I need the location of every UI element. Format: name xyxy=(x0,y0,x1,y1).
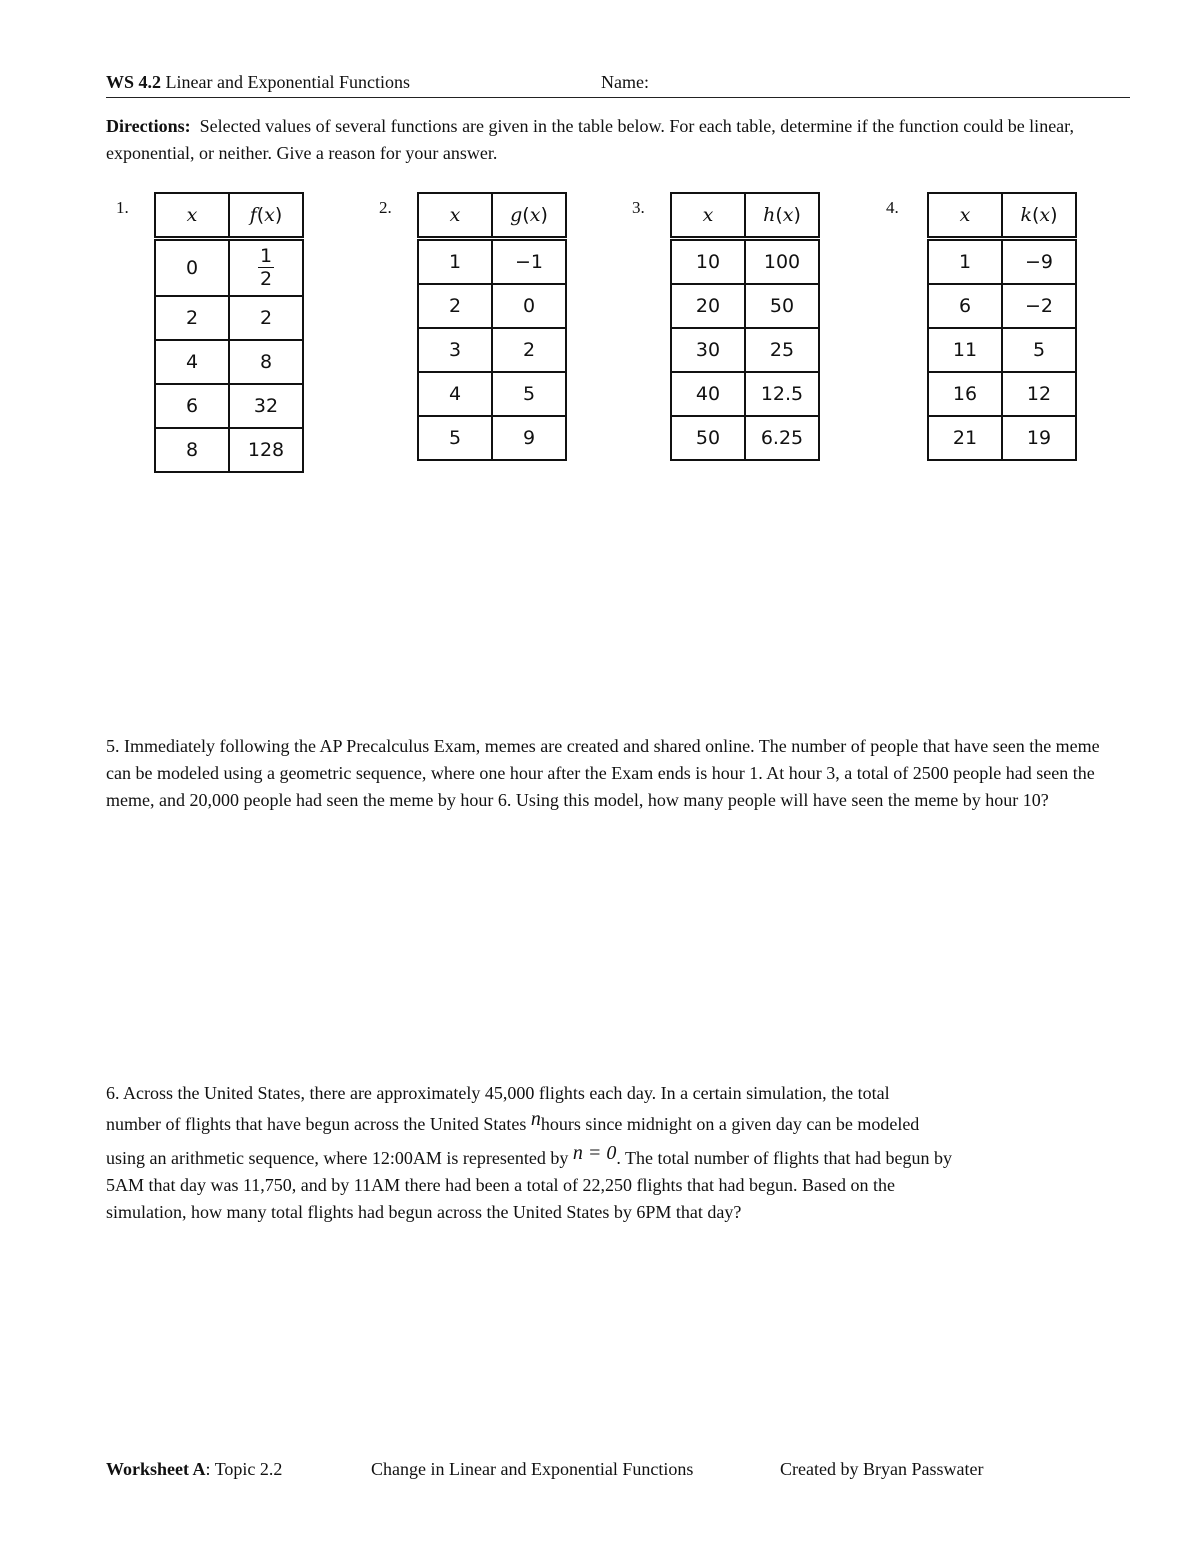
cell-gx: 2 xyxy=(492,328,566,372)
cell-x: 16 xyxy=(928,372,1002,416)
cell-x: 6 xyxy=(928,284,1002,328)
cell-x: 10 xyxy=(671,239,745,285)
table-header-row xyxy=(155,193,303,239)
table-row xyxy=(155,239,303,297)
table-row xyxy=(418,239,566,285)
cell-kx: −2 xyxy=(1002,284,1076,328)
table-row xyxy=(928,328,1076,372)
cell-fx: 128 xyxy=(229,428,303,472)
problem-6-line-3: using an arithmetic sequence, where 12:00AM is represented by n = 0. The total number of flights that had begun by xyxy=(106,1142,952,1168)
cell-x: 4 xyxy=(418,372,492,416)
header-fx: f(x) xyxy=(229,193,303,239)
cell-fx: 2 xyxy=(229,296,303,340)
cell-fx: 8 xyxy=(229,340,303,384)
table-row xyxy=(418,372,566,416)
footer-author: Created by Bryan Passwater xyxy=(780,1459,984,1479)
cell-hx: 50 xyxy=(745,284,819,328)
table-row xyxy=(928,372,1076,416)
cell-hx: 6.25 xyxy=(745,416,819,460)
table-row xyxy=(671,284,819,328)
problem-6-text xyxy=(106,1080,1136,1226)
table-row xyxy=(671,416,819,460)
table-row xyxy=(928,284,1076,328)
cell-kx: 12 xyxy=(1002,372,1076,416)
cell-x: 5 xyxy=(418,416,492,460)
cell-x: 21 xyxy=(928,416,1002,460)
cell-x: 2 xyxy=(418,284,492,328)
table-row xyxy=(155,384,303,428)
table-problem-1 xyxy=(154,192,304,473)
cell-x: 20 xyxy=(671,284,745,328)
name-field-label: Name: xyxy=(601,72,649,92)
directions-text: Selected values of several functions are given in the table below. For each table, determine if the function could be linear, exponential, or neither. Give a reason for your answer. xyxy=(106,116,1074,163)
table-row xyxy=(418,284,566,328)
header-gx: g(x) xyxy=(492,193,566,239)
header-x: x xyxy=(671,193,745,239)
problem-6-line-4: 5AM that day was 11,750, and by 11AM there had been a total of 22,250 flights that had begun. Based on the xyxy=(106,1175,896,1195)
header-x: x xyxy=(418,193,492,239)
table-row xyxy=(928,416,1076,460)
header-x: x xyxy=(928,193,1002,239)
table-row xyxy=(418,328,566,372)
cell-x: 11 xyxy=(928,328,1002,372)
directions xyxy=(106,113,1106,167)
cell-kx: −9 xyxy=(1002,239,1076,285)
problem-6-line-1: 6. Across the United States, there are approximately 45,000 flights each day. In a certain simulation, the total xyxy=(106,1083,890,1103)
header-divider xyxy=(106,97,1130,98)
table-row xyxy=(155,428,303,472)
math-variable-n: n xyxy=(530,1108,541,1130)
table-row xyxy=(671,239,819,285)
table-problem-3 xyxy=(670,192,820,461)
problem-1-number: 1. xyxy=(116,198,129,217)
header-kx: k(x) xyxy=(1002,193,1076,239)
cell-x: 30 xyxy=(671,328,745,372)
table-problem-2 xyxy=(417,192,567,461)
worksheet-code: WS 4.2 xyxy=(106,72,162,92)
cell-kx: 19 xyxy=(1002,416,1076,460)
directions-label: Directions: xyxy=(106,116,191,136)
cell-x: 1 xyxy=(418,239,492,285)
cell-hx: 25 xyxy=(745,328,819,372)
cell-x: 6 xyxy=(155,384,229,428)
table-row xyxy=(418,416,566,460)
cell-x: 3 xyxy=(418,328,492,372)
footer-worksheet-label: Worksheet A: Topic 2.2 xyxy=(106,1459,283,1479)
table-header-row xyxy=(928,193,1076,239)
table-row xyxy=(155,340,303,384)
problem-4-number: 4. xyxy=(886,198,899,217)
header-x: x xyxy=(155,193,229,239)
cell-kx: 5 xyxy=(1002,328,1076,372)
cell-gx: 9 xyxy=(492,416,566,460)
problem-6-line-5: simulation, how many total flights had begun across the United States by 6PM that day? xyxy=(106,1202,742,1222)
problem-5-text: 5. Immediately following the AP Precalculus Exam, memes are created and shared online. The number of people that have seen the meme can be modeled using a geometric sequence, where one hour after the Exam ends is hour 1. At hour 3, a total of 2500 people had seen the meme, and 20,000 people had seen the meme by hour 6. Using this model, how many people will have seen the meme by hour 10? xyxy=(106,736,1100,810)
worksheet-topic-title: Linear and Exponential Functions xyxy=(165,72,410,92)
table-row xyxy=(928,239,1076,285)
problem-6-line-2: number of flights that have begun across the United States nhours since midnight on a given day can be modeled xyxy=(106,1108,920,1134)
cell-x: 50 xyxy=(671,416,745,460)
table-problem-4 xyxy=(927,192,1077,461)
cell-gx: 5 xyxy=(492,372,566,416)
table-row xyxy=(671,328,819,372)
math-equation-n-equals-0: n = 0 xyxy=(572,1142,617,1164)
cell-fx: 32 xyxy=(229,384,303,428)
table-row xyxy=(671,372,819,416)
cell-hx: 12.5 xyxy=(745,372,819,416)
problem-2-number: 2. xyxy=(379,198,392,217)
cell-hx: 100 xyxy=(745,239,819,285)
table-header-row xyxy=(418,193,566,239)
cell-fx-fraction: $\frac{1}{2}$ xyxy=(229,239,303,297)
table-row xyxy=(155,296,303,340)
cell-x: 1 xyxy=(928,239,1002,285)
cell-x: 2 xyxy=(155,296,229,340)
cell-x: 40 xyxy=(671,372,745,416)
cell-gx: 0 xyxy=(492,284,566,328)
cell-x: 8 xyxy=(155,428,229,472)
worksheet-title xyxy=(106,72,410,93)
table-header-row xyxy=(671,193,819,239)
cell-gx: −1 xyxy=(492,239,566,285)
cell-x: 0 xyxy=(155,239,229,297)
header-hx: h(x) xyxy=(745,193,819,239)
problem-3-number: 3. xyxy=(632,198,645,217)
footer-subtitle: Change in Linear and Exponential Functions xyxy=(371,1459,694,1479)
cell-x: 4 xyxy=(155,340,229,384)
